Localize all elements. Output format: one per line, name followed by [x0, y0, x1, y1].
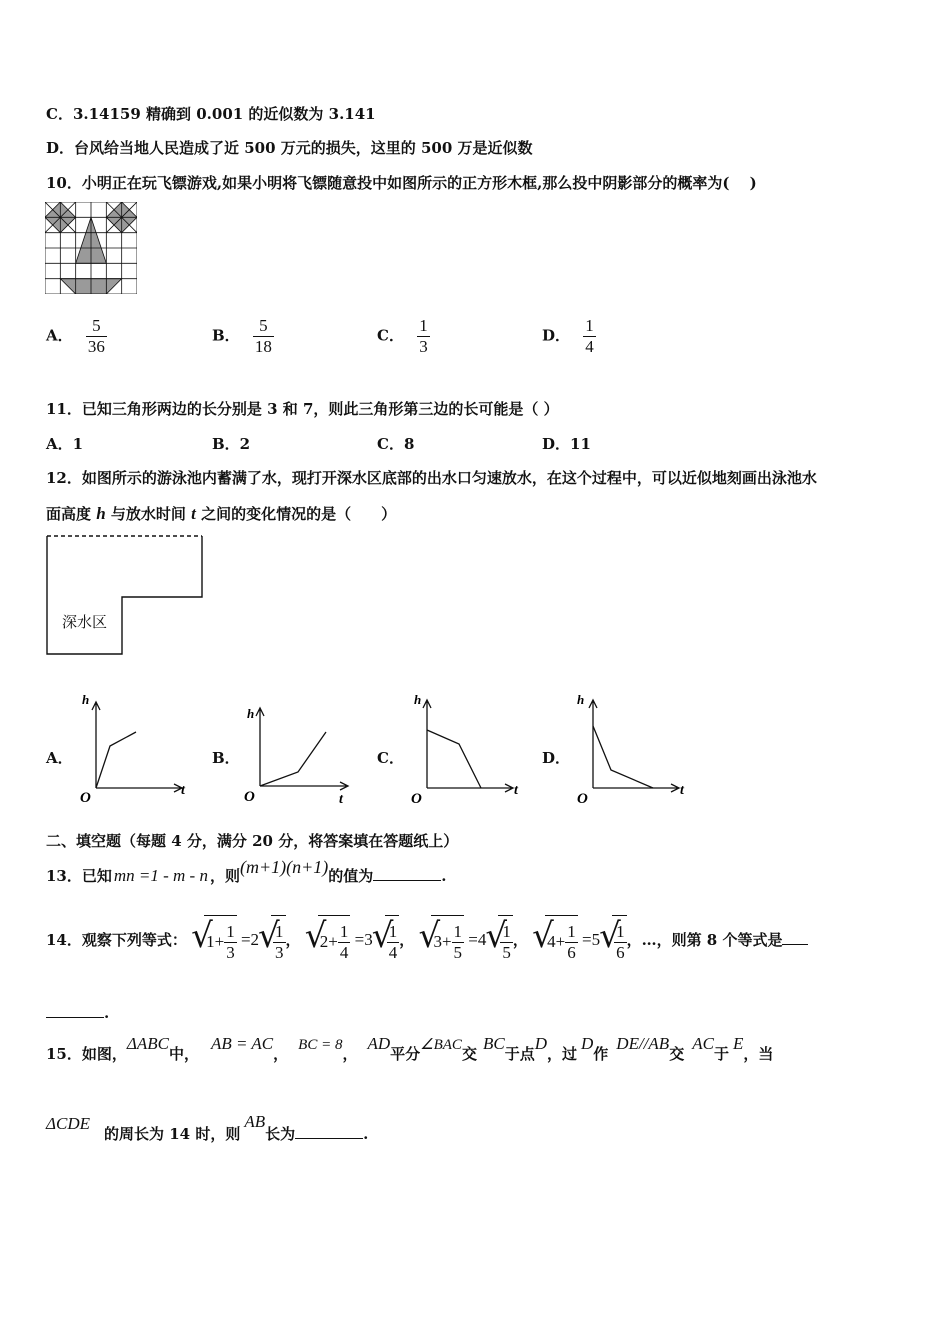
q9-option-c: C．3.14159 精确到 0.001 的近似数为 3.141	[46, 105, 376, 123]
numerator: 1	[453, 922, 463, 941]
axis-h-label: h	[577, 692, 585, 707]
section-2-heading: 二、填空题（每题 4 分，满分 20 分，将答案填在答题纸上）	[46, 832, 459, 850]
segment-ab: AB	[244, 1112, 266, 1131]
pool-deep-area-label: 深水区	[62, 613, 108, 631]
numerator: √ 1	[388, 922, 398, 941]
text: .	[441, 867, 447, 885]
triangle-abc: ΔABC	[126, 1034, 169, 1053]
ab-eq-ac: AB = AC	[210, 1034, 274, 1053]
graph-d-curve	[593, 726, 653, 788]
axis-t-label: t	[339, 792, 343, 807]
bc-eq-8: BC = 8	[298, 1037, 343, 1053]
text: 中，	[168, 1045, 199, 1063]
angle-bac: ∠BAC	[420, 1037, 462, 1053]
text: ，过	[546, 1045, 577, 1063]
q13-expression: (m+1)(n+1)	[240, 857, 329, 877]
axis-h-label: h	[414, 692, 422, 707]
text: 的值为	[328, 867, 374, 885]
numerator: √ 1	[275, 922, 284, 941]
segment-ac: AC	[692, 1034, 714, 1053]
q13-condition: mn =1 - m - n	[113, 866, 208, 885]
option-label: A．	[46, 326, 73, 345]
point-d: D	[534, 1034, 547, 1053]
axis-origin-label: O	[80, 790, 91, 806]
point-e: E	[732, 1034, 744, 1053]
axis-t-label: t	[514, 783, 518, 798]
q10-option-b	[212, 316, 274, 357]
q10-option-d	[542, 316, 596, 357]
q13-answer-blank[interactable]	[373, 880, 441, 881]
text: 交	[669, 1045, 685, 1063]
graph-b-curve	[260, 732, 326, 786]
pool-figure	[44, 534, 206, 658]
text: 长为	[265, 1125, 296, 1143]
numerator: 5	[253, 316, 274, 337]
q15-line1: 15．如图，ΔABC中，AB = AC， BC = 8，AD平分∠BAC交BC于点D，过D作DE//AB交AC于E，当	[46, 1034, 774, 1063]
graph-c-curve	[427, 730, 481, 788]
q12-stem-line2	[46, 503, 396, 524]
de-parallel-ab: DE//AB	[616, 1034, 670, 1053]
q10-option-c	[377, 316, 430, 357]
segment-ad: AD	[367, 1034, 391, 1053]
option-label: C．	[377, 326, 404, 345]
q11-option-d: D．11	[542, 435, 591, 453]
term-int: 2	[319, 931, 329, 951]
q14: 14．观察下列等式： √ 1+ $\frac{1}{3}$ =2 √ $\frac{1}{3}$ ， √ 2+ $\frac{1}{4}$ =3 √ $\frac{1}{4}$ ， √ 3+ $\frac{1}{5}$ =4 √ $\frac{1}{5}$ ， √ 4+ $\frac{1}{6}$ =5 √ $\frac{1}{6}$ ，…，则第 8 个等式是	[46, 914, 808, 968]
denominator: 3	[419, 337, 428, 356]
denominator: 6	[616, 943, 625, 962]
text: 于	[713, 1045, 729, 1063]
term-int: 3	[433, 931, 442, 951]
q14-equation-3: √ 3+ $\frac{1}{5}$ =4 √ $\frac{1}{5}$	[419, 931, 512, 949]
q11-option-c: C．8	[377, 435, 415, 453]
graph-c	[409, 690, 524, 808]
text: 于点	[504, 1045, 535, 1063]
numerator: √ 1	[616, 922, 625, 941]
q10-option-a	[46, 316, 107, 357]
q13-prefix: 13．已知	[46, 867, 112, 885]
q12-option-d-label: D．	[542, 749, 571, 767]
graph-d	[575, 690, 690, 808]
axis-origin-label: O	[244, 789, 255, 805]
q12-stem-line1: 12．如图所示的游泳池内蓄满了水，现打开深水区底部的出水口匀速放水，在这个过程中，可以近似地刻画出泳池水	[46, 469, 817, 487]
denominator: 4	[585, 337, 594, 356]
q11-option-b: B．2	[212, 435, 251, 453]
q14-prefix: 14．观察下列等式：	[46, 931, 187, 949]
text: 面高度	[46, 505, 97, 523]
point-d: D	[581, 1034, 594, 1053]
q12-option-b-label: B．	[212, 749, 240, 767]
q15-line2-text	[104, 1112, 369, 1144]
axis-h-label: h	[82, 692, 90, 707]
q9-option-d: D．台风给当地人民造成了近 500 万元的损失，这里的 500 万是近似数	[46, 139, 533, 157]
q15-answer-blank[interactable]	[295, 1138, 363, 1139]
denominator: 4	[388, 943, 398, 962]
term-int: 1	[206, 931, 215, 951]
text: 交	[461, 1045, 477, 1063]
text: 15．如图，	[46, 1045, 127, 1063]
graph-a-curve	[96, 732, 136, 788]
text: 作	[593, 1045, 609, 1063]
axis-origin-label: O	[411, 791, 422, 807]
q12-option-a-label: A．	[46, 749, 73, 767]
q14-answer-line	[46, 1004, 109, 1022]
q14-equation-1: √ 1+ $\frac{1}{3}$ =2 √ $\frac{1}{3}$	[192, 931, 285, 949]
numerator: 1	[585, 316, 594, 335]
option-label: B．	[212, 326, 240, 345]
q14-answer-blank-cont[interactable]	[46, 1017, 104, 1018]
text: .	[104, 1004, 110, 1022]
text: ，则	[209, 867, 240, 885]
axis-h-label: h	[247, 706, 255, 721]
numerator: 5	[86, 316, 107, 337]
coefficient: 5	[591, 930, 601, 949]
option-label: D．	[542, 326, 571, 345]
axis-origin-label: O	[577, 791, 588, 807]
q11-option-a: A．1	[46, 435, 84, 453]
term-int: 4	[547, 931, 556, 951]
numerator: 1	[339, 922, 349, 941]
var-h: h	[96, 504, 106, 523]
text: ，当	[743, 1045, 774, 1063]
denominator: 6	[567, 943, 576, 962]
triangle-cde: ΔCDE	[46, 1114, 90, 1133]
numerator: √ 1	[502, 922, 511, 941]
text: 之间的变化情况的是（ ）	[195, 505, 397, 523]
text: 的周长为 14 时，则	[104, 1125, 241, 1143]
coefficient: 2	[250, 930, 260, 949]
segment-bc: BC	[482, 1034, 505, 1053]
coefficient: 3	[364, 930, 373, 949]
q14-equation-4: √ 4+ $\frac{1}{6}$ =5 √ $\frac{1}{6}$	[533, 931, 626, 949]
q14-equation-2: √ 2+ $\frac{1}{4}$ =3 √ $\frac{1}{4}$	[306, 931, 399, 949]
text: 与放水时间	[105, 505, 192, 523]
q14-suffix: ，…，则第 8 个等式是	[626, 931, 783, 949]
denominator: 36	[87, 337, 105, 356]
var-t: t	[191, 504, 196, 523]
denominator: 5	[453, 943, 463, 962]
graph-a	[78, 690, 193, 808]
text: 平分	[390, 1045, 421, 1063]
coefficient: 4	[477, 930, 487, 949]
dartboard-figure	[45, 202, 137, 294]
axis-t-label: t	[680, 783, 684, 798]
q11-stem: 11．已知三角形两边的长分别是 3 和 7，则此三角形第三边的长可能是（ ）	[46, 400, 559, 418]
denominator: 18	[254, 337, 272, 356]
graph-b	[242, 700, 357, 808]
denominator: 3	[226, 943, 235, 962]
axis-t-label: t	[181, 783, 185, 798]
q12-option-c-label: C．	[377, 749, 404, 767]
denominator: 3	[275, 943, 284, 962]
numerator: 1	[567, 922, 576, 941]
q13	[46, 857, 447, 891]
text: .	[363, 1125, 369, 1143]
q14-answer-blank[interactable]	[782, 944, 808, 945]
q10-stem: 10．小明正在玩飞镖游戏,如果小明将飞镖随意投中如图所示的正方形木框,那么投中阴影部分的概率为( )	[46, 174, 757, 192]
denominator: 5	[502, 943, 511, 962]
denominator: 4	[339, 943, 349, 962]
numerator: 1	[226, 922, 235, 941]
q15-line2	[46, 1114, 90, 1154]
numerator: 1	[419, 316, 428, 335]
